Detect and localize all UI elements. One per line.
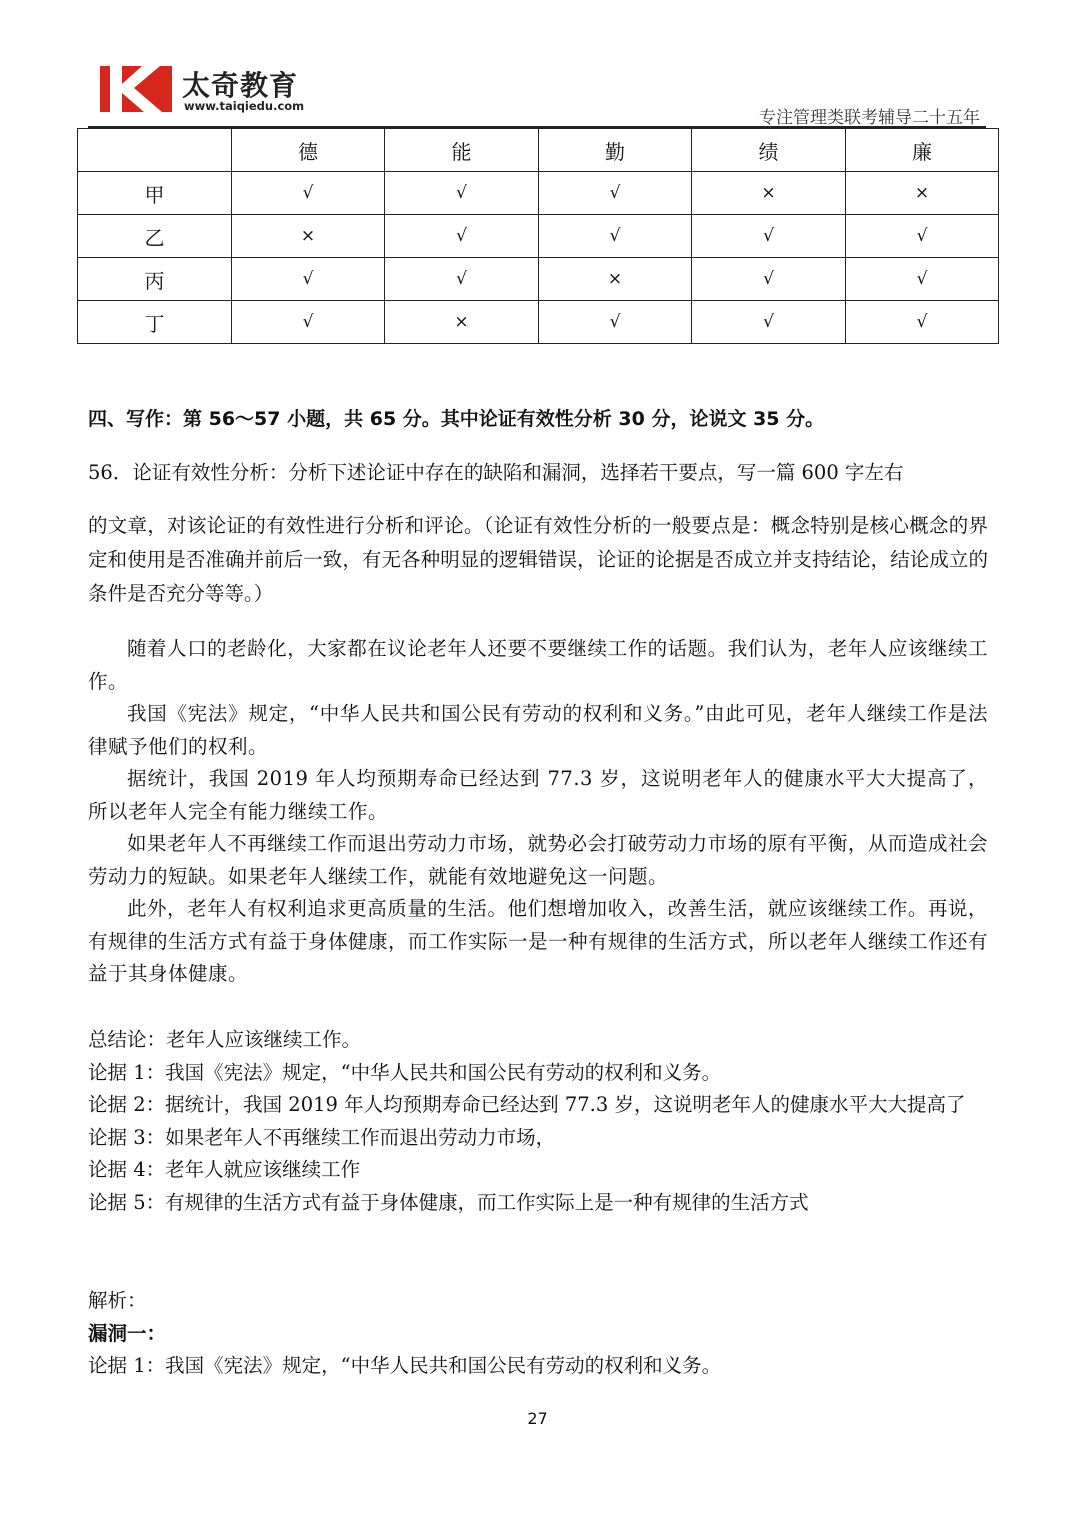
passage-paragraph: 随着人口的老龄化，大家都在议论老年人还要不要继续工作的话题。我们认为，老年人应该继续工作。 <box>88 637 988 693</box>
question-rest: 的文章，对该论证的有效性进行分析和评论。（论证有效性分析的一般要点是：概念特别是核心概念的界定和使用是否准确并前后一致，有无各种明显的逻辑错误，论证的论据是否成立并支持结论，结论成立的条件是否充分等等。） <box>88 514 988 605</box>
flaw-title: 漏洞一： <box>88 1321 167 1345</box>
taiqi-logo-icon <box>100 66 172 112</box>
summary-line: 论据 1：我国《宪法》规定，“中华人民共和国公民有劳动的权利和义务。 <box>88 1060 722 1084</box>
section-title: 四、写作：第 56～57 小题，共 65 分。其中论证有效性分析 30 分，论说文 35 分。 <box>88 408 825 430</box>
table-cell: √ <box>846 258 999 301</box>
table-row <box>78 258 999 301</box>
summary-line: 总结论：老年人应该继续工作。 <box>88 1028 362 1051</box>
table-header-cell: 勤 <box>539 129 692 172</box>
summary-line: 论据 3：如果老年人不再继续工作而退出劳动力市场， <box>88 1125 556 1149</box>
question-prompt <box>88 456 988 611</box>
table-cell: × <box>385 301 539 344</box>
passage-paragraph: 我国《宪法》规定，“中华人民共和国公民有劳动的权利和义务。”由此可见，老年人继续工作是法律赋予他们的权利。 <box>88 702 988 758</box>
flaw-text: 论据 1：我国《宪法》规定，“中华人民共和国公民有劳动的权利和义务。 <box>88 1354 722 1377</box>
table-cell: √ <box>692 301 846 344</box>
table-cell: × <box>692 172 846 215</box>
table-header-cell: 廉 <box>846 129 999 172</box>
summary-line: 论据 5：有规律的生活方式有益于身体健康，而工作实际上是一种有规律的生活方式 <box>88 1190 809 1214</box>
header-tagline: 专注管理类联考辅导二十五年 <box>759 108 980 128</box>
table-cell: √ <box>692 215 846 258</box>
table-cell: √ <box>692 258 846 301</box>
analysis-section <box>88 1285 988 1383</box>
table-cell: √ <box>232 301 385 344</box>
table-cell: √ <box>232 172 385 215</box>
evaluation-table <box>77 128 999 344</box>
table-header-cell: 德 <box>232 129 385 172</box>
table-row <box>78 172 999 215</box>
table-header-row <box>78 129 999 172</box>
argument-summary <box>88 1024 988 1219</box>
brand-url: www.taiqiedu.com <box>184 99 305 113</box>
table-header-cell: 绩 <box>692 129 846 172</box>
table-cell: √ <box>232 258 385 301</box>
table-header-cell: 能 <box>385 129 539 172</box>
table-row <box>78 215 999 258</box>
summary-line: 论据 2：据统计，我国 2019 年人均预期寿命已经达到 77.3 岁，这说明老年人的健康水平大大提高了 <box>88 1093 966 1116</box>
table-cell: × <box>232 215 385 258</box>
table-cell: √ <box>539 301 692 344</box>
passage-paragraph: 此外，老年人有权利追求更高质量的生活。他们想增加收入，改善生活，就应该继续工作。再说，有规律的生活方式有益于身体健康，而工作实际一是一种有规律的生活方式，所以老年人继续工作还有益于其身体健康。 <box>88 897 989 985</box>
analysis-label: 解析： <box>88 1289 147 1312</box>
row-label: 甲 <box>78 172 232 215</box>
table-cell: √ <box>385 172 539 215</box>
table-cell: √ <box>385 215 539 258</box>
table-row <box>78 301 999 344</box>
page-header <box>0 0 1075 130</box>
table-cell: √ <box>846 215 999 258</box>
table-cell: √ <box>539 215 692 258</box>
argument-passage <box>88 633 988 991</box>
table-cell: √ <box>539 172 692 215</box>
table-cell: √ <box>385 258 539 301</box>
question-first-line: 56．论证有效性分析：分析下述论证中存在的缺陷和漏洞，选择若干要点，写一篇 600 字左右 <box>88 461 904 484</box>
table-cell: × <box>846 172 999 215</box>
row-label: 丁 <box>78 301 232 344</box>
passage-paragraph: 如果老年人不再继续工作而退出劳动力市场，就势必会打破劳动力市场的原有平衡，从而造成社会劳动力的短缺。如果老年人继续工作，就能有效地避免这一问题。 <box>88 832 988 888</box>
table-header-cell <box>78 129 232 172</box>
page-number: 27 <box>527 1409 548 1428</box>
table-cell: × <box>539 258 692 301</box>
table-cell: √ <box>846 301 999 344</box>
summary-line: 论据 4：老年人就应该继续工作 <box>88 1158 361 1181</box>
row-label: 丙 <box>78 258 232 301</box>
passage-paragraph: 据统计，我国 2019 年人均预期寿命已经达到 77.3 岁，这说明老年人的健康水平大大提高了，所以老年人完全有能力继续工作。 <box>88 767 988 823</box>
brand-name: 太奇教育 <box>182 69 299 102</box>
row-label: 乙 <box>78 215 232 258</box>
